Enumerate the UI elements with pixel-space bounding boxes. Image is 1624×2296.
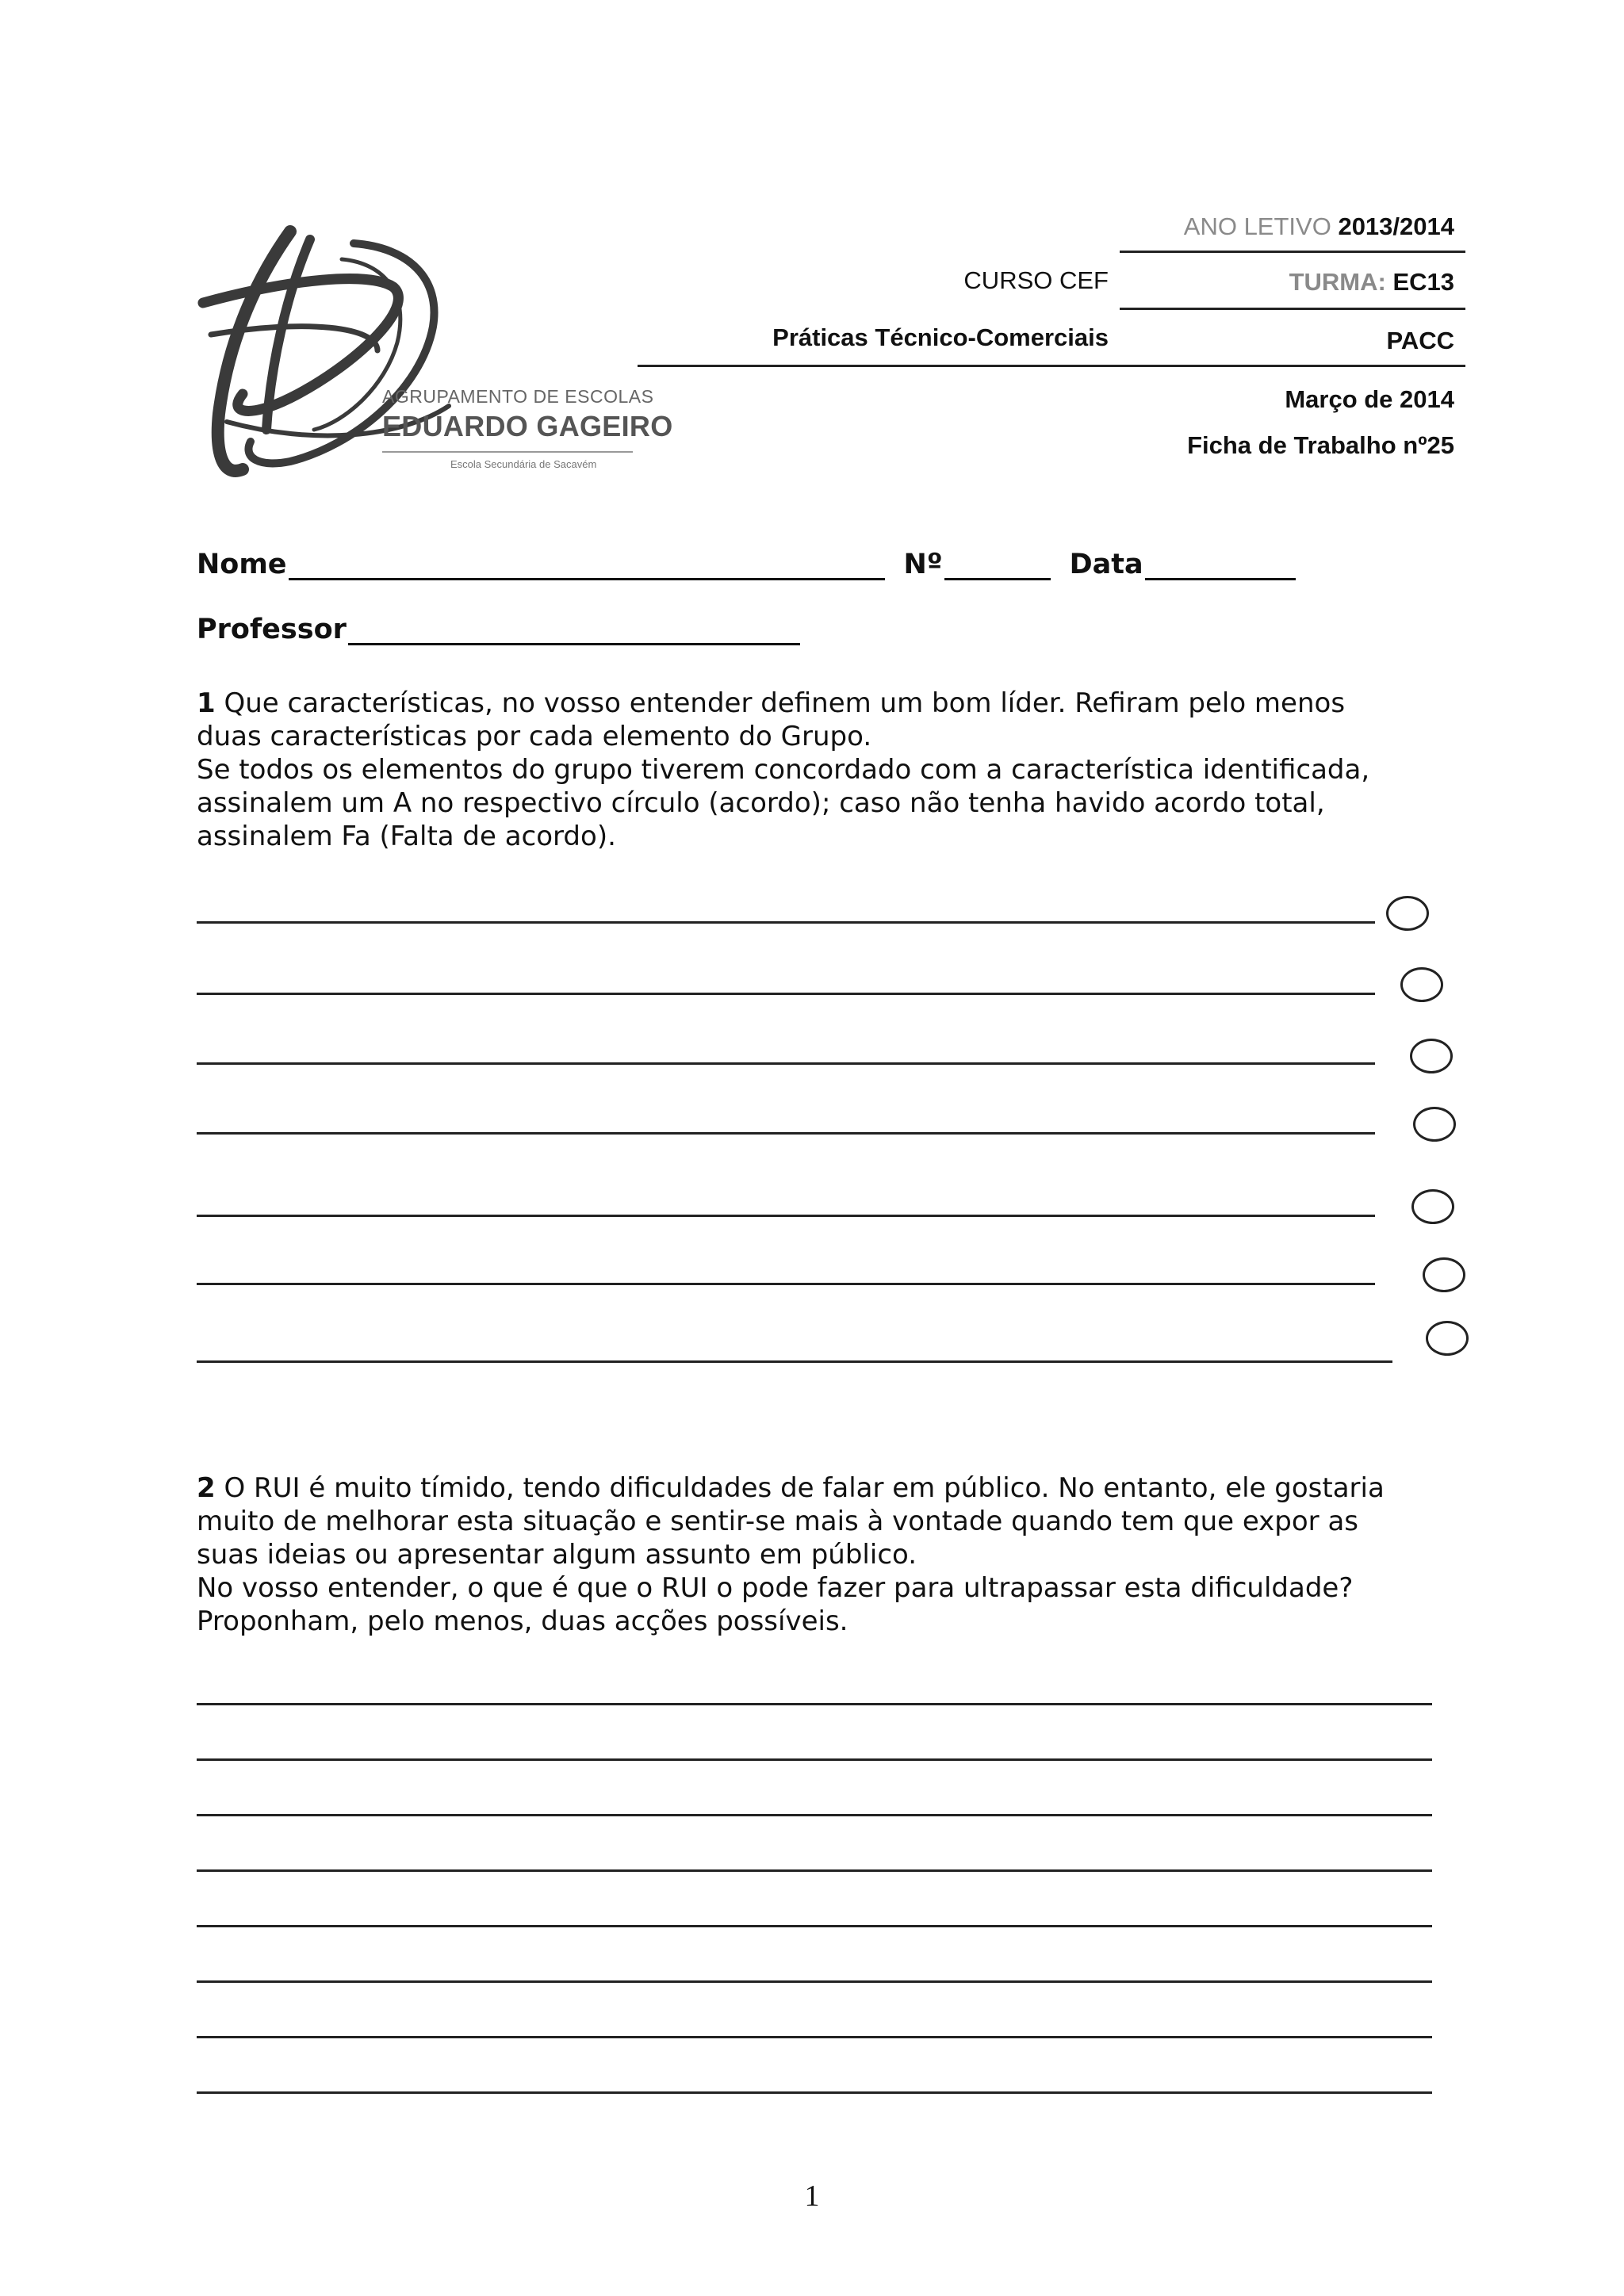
header-divider-1 [1120, 251, 1465, 253]
answer-line[interactable] [197, 1814, 1432, 1816]
answer-line[interactable] [197, 1758, 1432, 1761]
name-label: Nome [197, 549, 287, 580]
logo-divider [382, 451, 633, 453]
answer-line[interactable] [197, 1283, 1375, 1285]
answer-line[interactable] [197, 1703, 1432, 1705]
answer-line[interactable] [197, 1360, 1392, 1363]
question-1-line: duas características por cada elemento do Grupo. [197, 721, 872, 752]
answer-line[interactable] [197, 1869, 1432, 1872]
question-1-line: assinalem Fa (Falta de acordo). [197, 821, 616, 852]
question-2 [197, 1471, 1385, 1638]
teacher-label: Professor [197, 614, 347, 645]
agreement-circle[interactable] [1423, 1257, 1465, 1292]
answer-line[interactable] [197, 1062, 1375, 1065]
agreement-circle[interactable] [1411, 1189, 1454, 1224]
question-2-line: muito de melhorar esta situação e sentir-se mais à vontade quando tem que expor as [197, 1506, 1359, 1537]
header-divider-3 [638, 365, 1465, 367]
date-field[interactable] [1145, 551, 1296, 580]
class-group-label: TURMA: [1289, 268, 1386, 296]
answer-line[interactable] [197, 993, 1375, 995]
agreement-circle[interactable] [1426, 1321, 1469, 1356]
answer-line[interactable] [197, 1215, 1375, 1217]
school-year-value: 2013/2014 [1338, 212, 1454, 240]
page-number: 1 [804, 2179, 820, 2213]
worksheet-date: Março de 2014 [1285, 385, 1454, 413]
school-year-label: ANO LETIVO [1183, 212, 1331, 240]
school-year [1184, 212, 1454, 241]
worksheet-number: Ficha de Trabalho nº25 [1187, 431, 1454, 459]
logo-org-line1: AGRUPAMENTO DE ESCOLAS [382, 386, 654, 407]
question-2-line: Proponham, pelo menos, duas acções possíveis. [197, 1605, 848, 1637]
question-2-line: suas ideias ou apresentar algum assunto em público. [197, 1539, 917, 1571]
question-1 [197, 687, 1369, 853]
answer-line[interactable] [197, 2091, 1432, 2094]
agreement-circle[interactable] [1386, 896, 1429, 931]
teacher-row [197, 614, 800, 645]
agreement-circle[interactable] [1400, 967, 1443, 1002]
answer-line[interactable] [197, 2036, 1432, 2038]
answer-line[interactable] [197, 1925, 1432, 1927]
agreement-circle[interactable] [1413, 1107, 1456, 1142]
question-1-line: Se todos os elementos do grupo tiverem concordado com a característica identificada, [197, 754, 1370, 786]
logo-org-line2: EDUARDO GAGEIRO [382, 410, 673, 442]
subject-code: PACC [1386, 327, 1454, 354]
question-1-line: Que características, no vosso entender definem um bom líder. Refiram pelo menos [215, 687, 1346, 719]
answer-line[interactable] [197, 1980, 1432, 1983]
question-1-line: assinalem um A no respectivo círculo (acordo); caso não tenha havido acordo total, [197, 787, 1325, 819]
name-field[interactable] [289, 551, 885, 580]
header-divider-2 [1120, 308, 1465, 310]
course-name: CURSO CEF [963, 266, 1109, 294]
number-field[interactable] [944, 551, 1051, 580]
answer-line[interactable] [197, 921, 1375, 924]
question-1-number: 1 [197, 687, 216, 719]
question-2-line: O RUI é muito tímido, tendo dificuldades de falar em público. No entanto, ele gostaria [215, 1472, 1385, 1504]
number-label: Nº [903, 549, 943, 580]
date-label: Data [1069, 549, 1143, 580]
logo-org-line3: Escola Secundária de Sacavém [450, 458, 597, 470]
question-2-number: 2 [197, 1472, 216, 1504]
teacher-field[interactable] [348, 616, 800, 645]
question-2-line: No vosso entender, o que é que o RUI o pode fazer para ultrapassar esta dificuldade? [197, 1572, 1354, 1604]
class-group [1289, 268, 1454, 297]
agreement-circle[interactable] [1410, 1039, 1453, 1073]
answer-line[interactable] [197, 1132, 1375, 1135]
class-group-value: EC13 [1392, 268, 1454, 296]
subject-name: Práticas Técnico-Comerciais [772, 323, 1109, 351]
student-info-row [197, 549, 1296, 580]
